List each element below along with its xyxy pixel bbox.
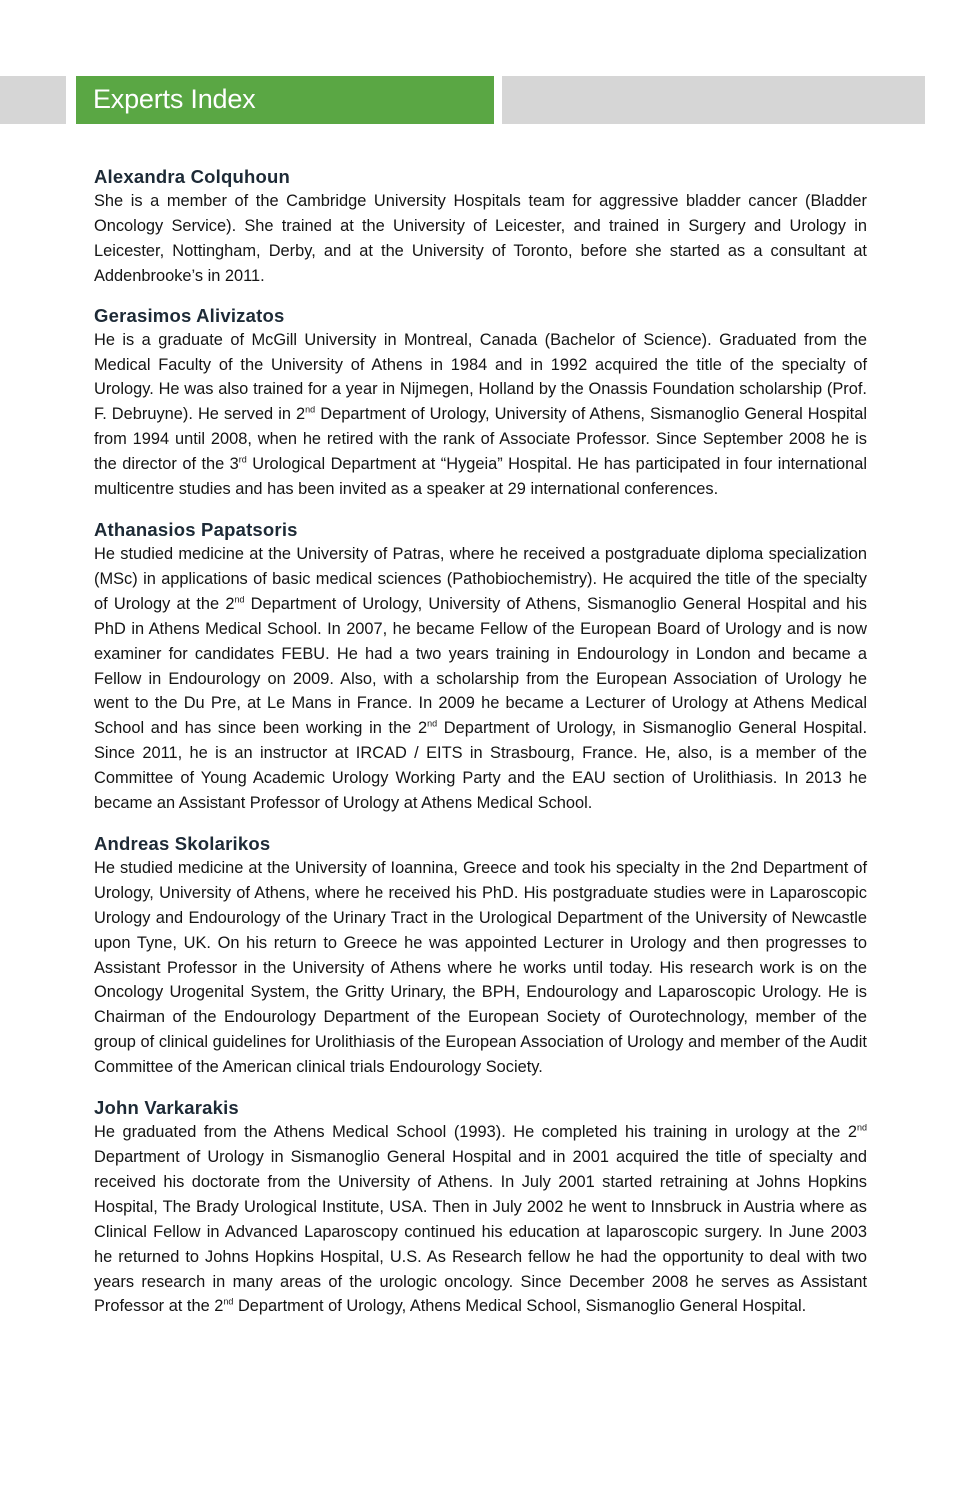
header-band-left-block [0,76,66,124]
expert-entry [94,303,867,502]
expert-entry [94,1095,867,1319]
page-title: Experts Index [93,84,256,114]
expert-name: Alexandra Colquhoun [94,166,290,187]
expert-bio: He graduated from the Athens Medical School (1993). He completed his training in urology at the 2nd Department of Urology in Sismanoglio General Hospital and in 2001 acquired the title of specialty and received his doctorate from the University of Athens. In July 2001 started retraining at Johns Hopkins Hospital, The Brady Urological Institute, USA. Then in July 2002 he went to Innsbruck in Austria where as Clinical Fellow in Advanced Laparoscopy continued his education at laparoscopic surgery. In June 2003 he returned to Johns Hopkins Hospital, U.S. As Research fellow he had the opportunity to deal with two years research in many areas of the urologic oncology. Since December 2008 he serves as Assistant Professor at the 2nd Department of Urology, Athens Medical School, Sismanoglio General Hospital. [94,1122,867,1316]
expert-entry [94,164,867,289]
expert-name: Andreas Skolarikos [94,832,271,854]
expert-bio: She is a member of the Cambridge University Hospitals team for aggressive bladder cancer (Bladder Oncology Service). She trained at the University of Leicester, and trained in Surgery and Urology in Leicester, Nottingham, Derby, and at the University of Toronto, before she started as a consultant at Addenbrooke’s in 2011. [94,192,867,285]
expert-entry [94,831,867,1080]
expert-bio: He studied medicine at the University of Ioannina, Greece and took his specialty in the 2nd Department of Urology, University of Athens, where he received his PhD. His postgraduate studies were in Laparoscopic Urology and Endourology of the Urinary Tract in the Urological Department of the University of Newcastle upon Tyne, UK. On his return to Greece he was appointed Lecturer in Urology and then progresses to Assistant Professor in the University of Athens where he works until today. His research work is on the Oncology Urogenital System, the Gritty Urinary, the BPH, Endourology and Laparoscopic Urology. He is Chairman of the Endourology Department of the European Society of Ourotechnology, member of the group of clinical guidelines for Urolithiasis of the European Association of Urology and member of the Audit Committee of the American clinical trials Endourology Society. [94,858,867,1077]
expert-name: Gerasimos Alivizatos [94,304,285,326]
experts-list [94,160,867,1319]
expert-name: Athanasios Papatsoris [94,518,298,540]
expert-name: John Varkarakis [94,1097,239,1119]
expert-bio: He studied medicine at the University of Patras, where he received a postgraduate diploma specialization (MSc) in applications of basic medical sciences (Pathobiochemistry). He acquired the title of the specialty of Urology at the 2nd Department of Urology, University of Athens, Sismanoglio General Hospital and his PhD in Athens Medical School. In 2007, he became Fellow of the European Board of Urology and is now examiner for candidates FEBU. He had a two years training in Endourology in London and became a Fellow in Endourology on 2009. Also, with a scholarship from the European Association of Urology he went to the Du Pre, at Le Mans in France. In 2009 he became a Lecturer of Urology at Athens Medical School and has since been working in the 2nd Department of Urology, in Sismanoglio General Hospital. Since 2011, he is an instructor at IRCAD / EITS in Strasbourg, France. He, also, is a member of the Committee of Young Academic Urology Working Party and the EAU section of Urolithiasis. In 2013 he became an Assistant Professor of Urology at Athens Medical School. [94,544,867,813]
header-band-right-block [502,76,925,124]
expert-entry [94,517,867,816]
expert-bio: He is a graduate of McGill University in Montreal, Canada (Bachelor of Science). Graduated from the Medical Faculty of the University of Athens in 1984 and in 1992 acquired the title of the specialty of Urology. He was also trained for a year in Nijmegen, Holland by the Onassis Foundation scholarship (Prof. F. Debruyne). He served in 2nd Department of Urology, University of Athens, Sismanoglio General Hospital from 1994 until 2008, when he retired with the rank of Associate Professor. Since September 2008 he is the director of the 3rd Urological Department at “Hygeia” Hospital. He has participated in four international multicentre studies and has been invited as a speaker at 29 international conferences. [94,330,867,499]
header-title-block [76,76,494,124]
header-band [0,76,960,124]
